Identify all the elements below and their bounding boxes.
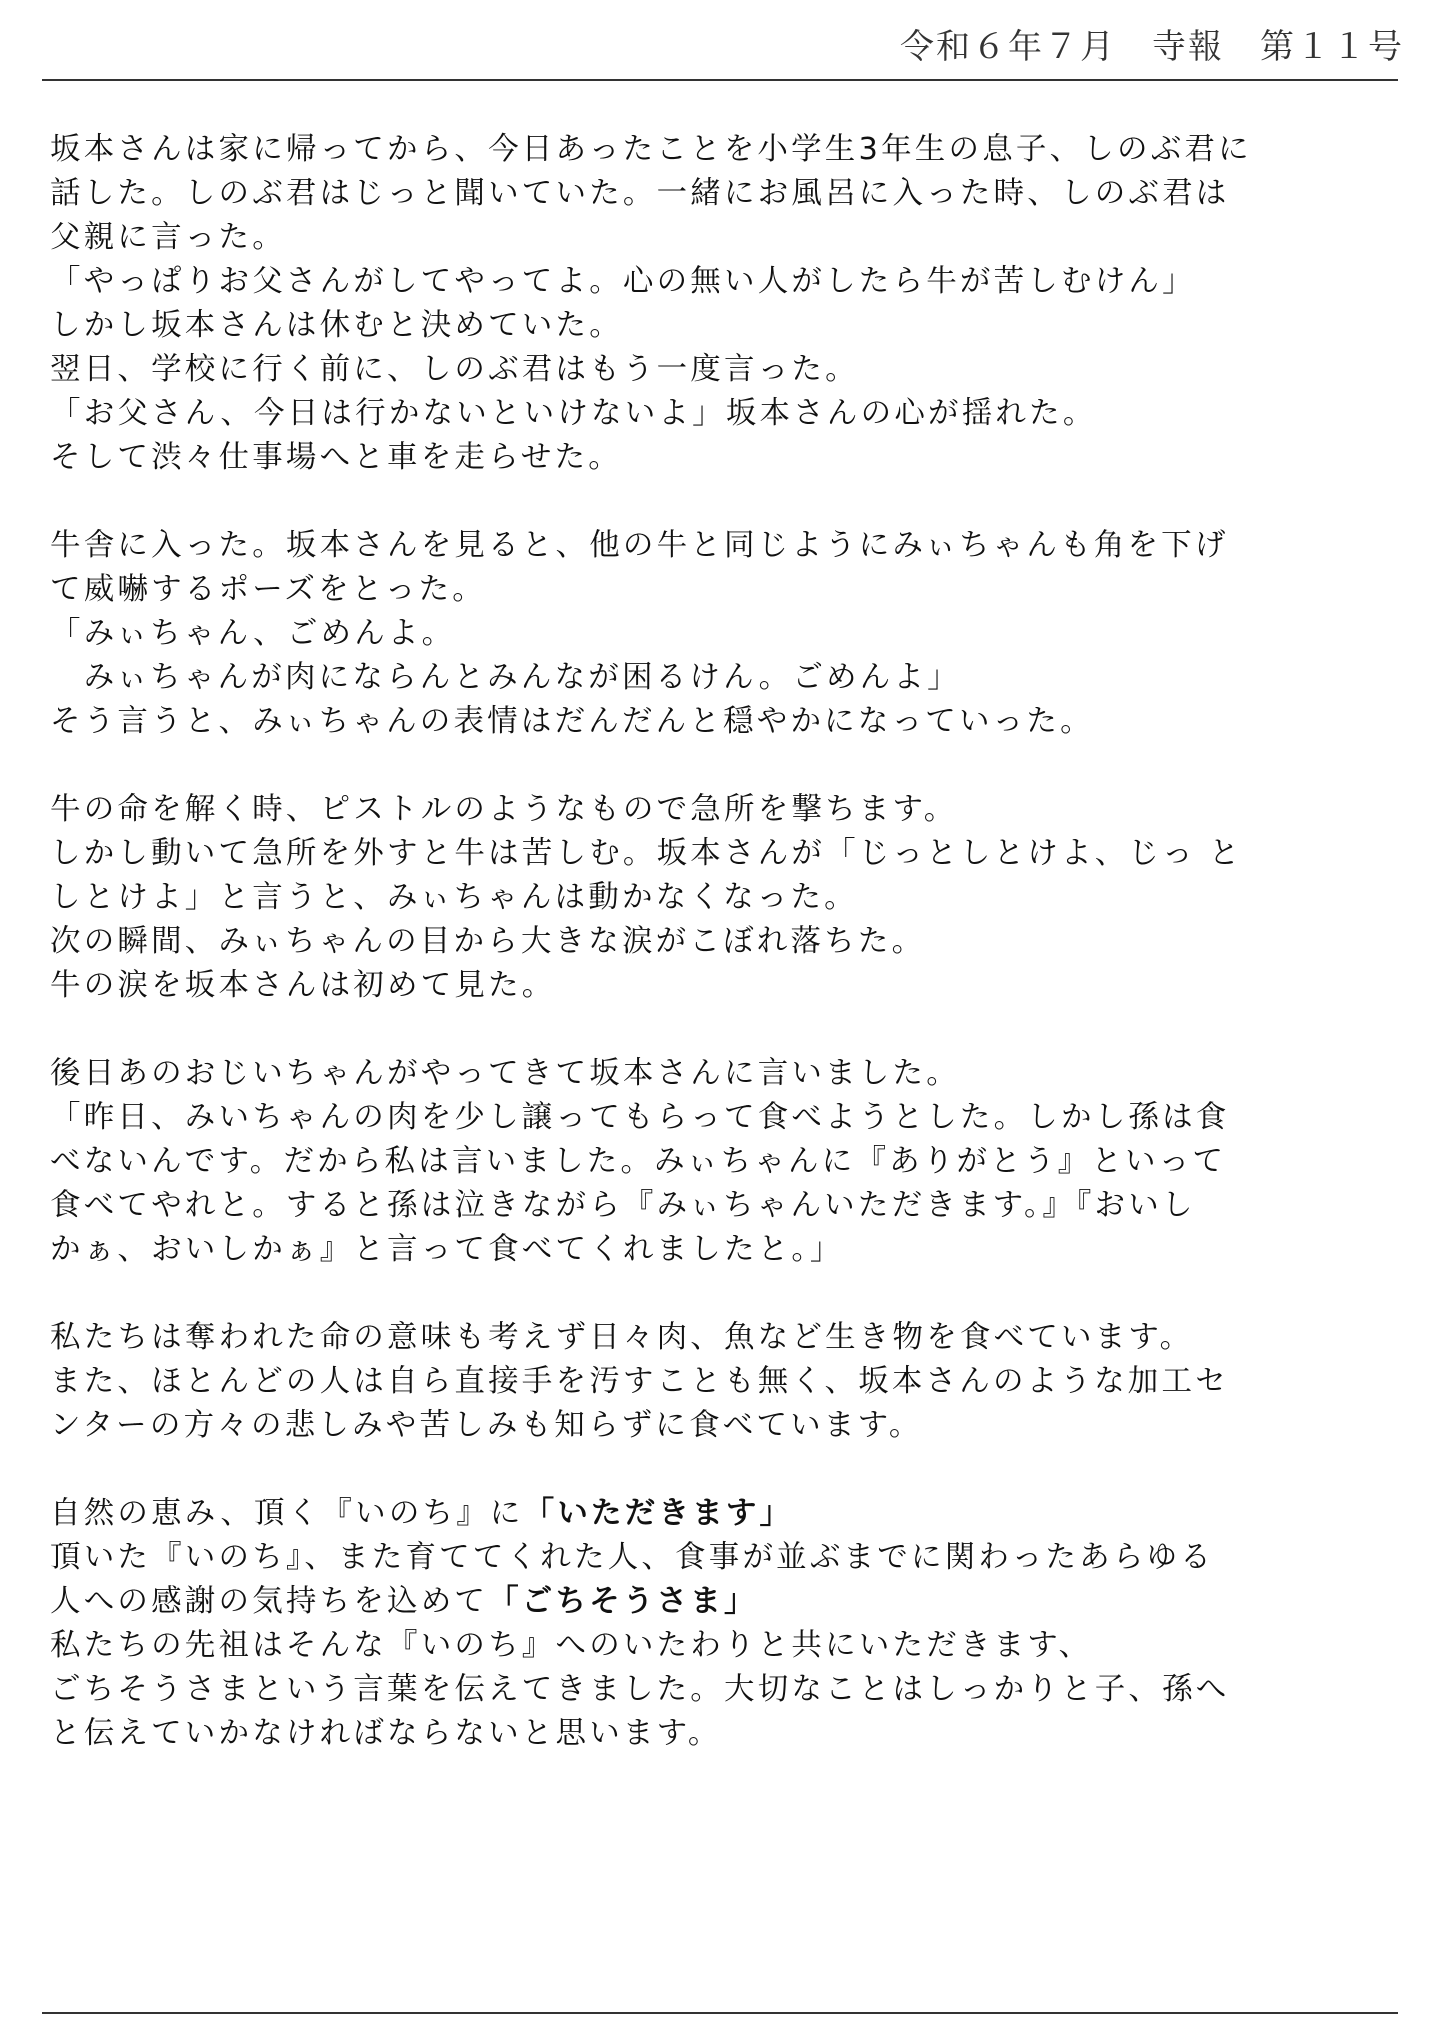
text-line: べないんです。だから私は言いました。みぃちゃんに『ありがとう』といって [50,1144,1227,1179]
paragraph-3 [50,788,1410,1008]
text-line: みぃちゃんが肉にならんとみんなが困るけん。ごめんよ」 [50,660,961,695]
closing-line-5: ごちそうさまという言葉を伝えてきました。大切なことはしっかりと子、孫へ [50,1672,1230,1707]
text-line: 牛の涙を坂本さんは初めて見た。 [50,968,556,1003]
newsletter-header: 令和６年７月 寺報 第１１号 [900,27,1404,67]
text-line: しかし坂本さんは休むと決めていた。 [50,308,623,343]
text-line: そう言うと、みぃちゃんの表情はだんだんと穏やかになっていった。 [50,704,1094,739]
text-line: 「みぃちゃん、ごめんよ。 [50,616,456,651]
text-line: 後日あのおじいちゃんがやってきて坂本さんに言いました。 [50,1056,960,1091]
paragraph-gap [50,480,1410,524]
paragraph-1 [50,128,1410,480]
paragraph-gap [50,1272,1410,1316]
text-line: 翌日、学校に行く前に、しのぶ君はもう一度言った。 [50,352,859,387]
closing-line-1 [50,1492,1410,1536]
text-line: ンターの方々の悲しみや苦しみも知らずに食べています。 [50,1408,923,1443]
text-line: て威嚇するポーズをとった。 [50,572,486,607]
closing-line-4: 私たちの先祖はそんな『いのち』へのいたわりと共にいただきます、 [50,1628,1093,1663]
closing-line-3 [50,1580,1410,1624]
paragraph-gap [50,1008,1410,1052]
text-line: しかし動いて急所を外すと牛は苦しむ。坂本さんが「じっとしとけよ、じっ と [50,836,1243,871]
paragraph-2 [50,524,1410,744]
gochisousama-emphasis: 「ごちそうさま」 [488,1584,758,1619]
text-line: 食べてやれと。すると孫は泣きながら『みぃちゃんいただきます。』『おいし [50,1188,1196,1223]
text-line: 牛舎に入った。坂本さんを見ると、他の牛と同じようにみぃちゃんも角を下げ [50,528,1229,563]
closing-line-2: 頂いた『いのち』、また育ててくれた人、食事が並ぶまでに関わったあらゆる [50,1540,1214,1575]
text-line: 「昨日、みいちゃんの肉を少し譲ってもらって食べようとした。しかし孫は食 [50,1100,1230,1135]
text-line: 話した。しのぶ君はじっと聞いていた。一緒にお風呂に入った時、しのぶ君は [50,176,1230,211]
text-line: 次の瞬間、みぃちゃんの目から大きな涙がこぼれ落ちた。 [50,924,926,959]
text-line: 父親に言った。 [50,220,286,255]
paragraph-gap [50,744,1410,788]
text-line: 牛の命を解く時、ピストルのようなもので急所を撃ちます。 [50,792,958,827]
closing-paragraph [50,1492,1410,1756]
text-line: また、ほとんどの人は自ら直接手を汚すことも無く、坂本さんのような加工セ [50,1364,1229,1399]
closing-text: 自然の恵み、頂く『いのち』に [50,1496,524,1531]
closing-text: 人への感謝の気持ちを込めて [50,1584,489,1619]
text-line: そして渋々仕事場へと車を走らせた。 [50,440,622,475]
text-line: 坂本さんは家に帰ってから、今日あったことを小学生3年生の息子、しのぶ君に [50,132,1252,167]
closing-line-6: と伝えていかなければならないと思います。 [50,1716,722,1751]
text-line: しとけよ」と言うと、みぃちゃんは動かなくなった。 [50,880,858,915]
paragraph-gap [50,1448,1410,1492]
article-body [50,128,1410,1756]
footer-divider [42,2012,1398,2014]
text-line: 私たちは奪われた命の意味も考えず日々肉、魚など生き物を食べています。 [50,1320,1194,1355]
header-divider [42,79,1398,81]
itadakimasu-emphasis: 「いただきます」 [523,1496,794,1531]
text-line: 「お父さん、今日は行かないといけないよ」坂本さんの心が揺れた。 [50,396,1097,431]
text-line: かぁ、おいしかぁ』と言って食べてくれましたと。」 [50,1232,844,1267]
paragraph-4 [50,1052,1410,1272]
text-line: 「やっぱりお父さんがしてやってよ。心の無い人がしたら牛が苦しむけん」 [50,264,1196,299]
paragraph-5 [50,1316,1410,1448]
